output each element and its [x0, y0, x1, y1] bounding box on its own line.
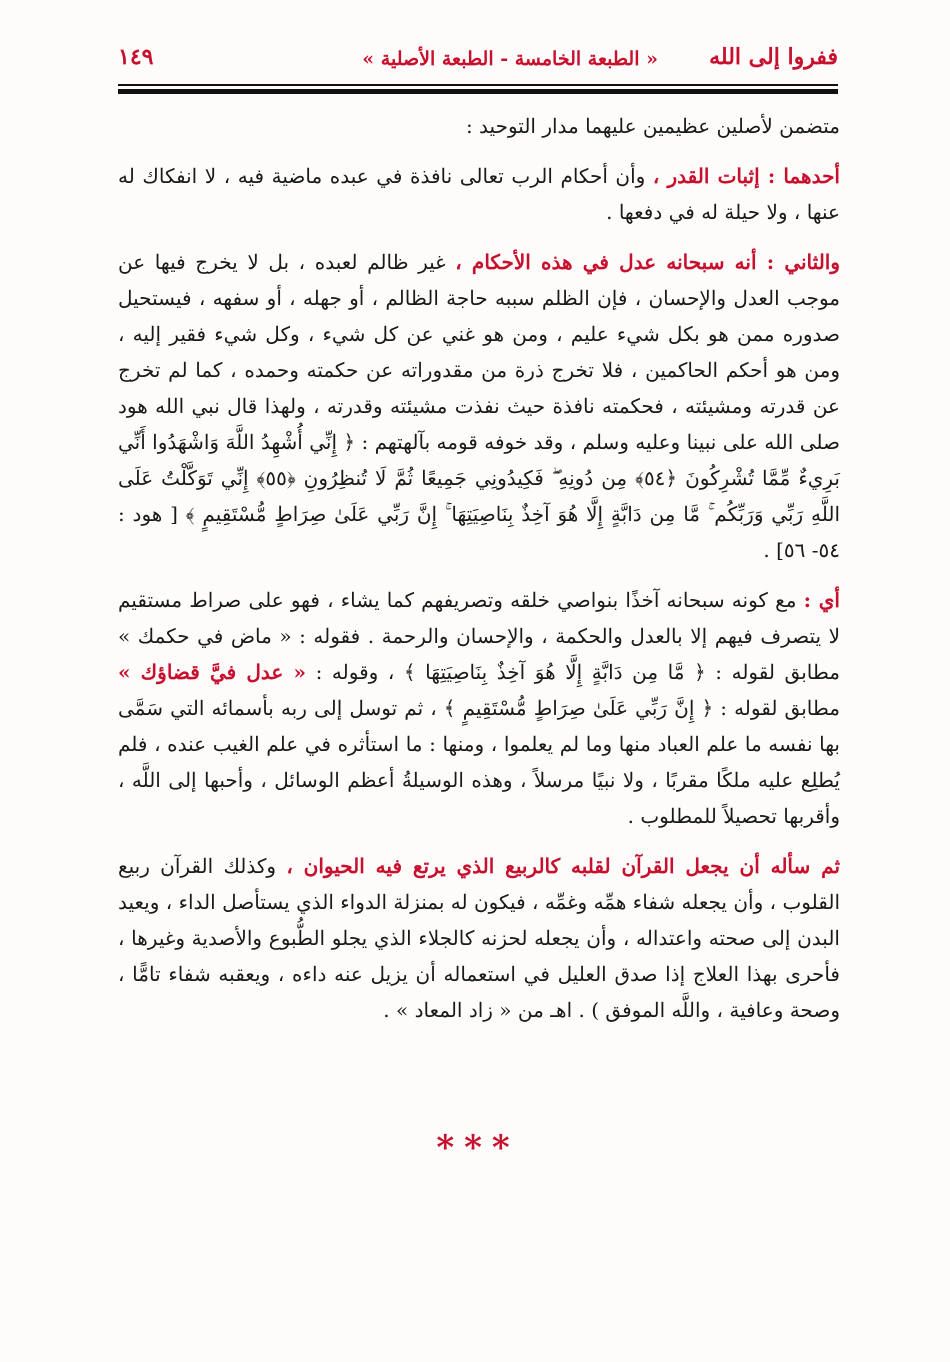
text-segment: وكذلك القرآن ربيع القلوب ، وأن يجعله شفاء همِّه وغمِّه ، فيكون له بمنزلة الدواء الذي يستأصل الداء ، ويعيد البدن إلى صحته واعتداله ، وأن يجعله لحزنه كالجلاء الذي يجلو الطُّبوع والأصدية وغيرها ، فأحرى بهذا العلاج إذا صدق العليل في استعماله أن يزيل عنه داءه ، ويعقبه شفاء تامًّا ، وصحة وعافية ، واللَّه الموفق ) . اهـ من « زاد المعاد » .: [118, 854, 840, 1022]
page-header: [118, 40, 838, 80]
highlighted-phrase: « عدل فيَّ قضاؤك »: [118, 660, 307, 684]
quran-verse: ﴿ إِنِّي أُشْهِدُ اللَّهَ وَاشْهَدُوا أَنِّي بَرِيءٌ مِّمَّا تُشْرِكُونَ ﴿٥٤﴾ مِن دُونِهِ ۖ فَكِيدُونِي جَمِيعًا ثُمَّ لَا تُنظِرُونِ ﴿٥٥﴾ إِنِّي تَوَكَّلْتُ عَلَى اللَّهِ رَبِّي وَرَبِّكُم ۚ مَّا مِن دَابَّةٍ إِلَّا هُوَ آخِذٌ بِنَاصِيَتِهَا ۚ إِنَّ رَبِّي عَلَىٰ صِرَاطٍ مُّسْتَقِيمٍ ﴾: [118, 430, 840, 526]
text-segment: ، ثم توسل إلى ربه بأسمائه التي سَمَّى بها نفسه ما علم العباد منها وما لم يعلموا ، ومنها : ما استأثره في علم الغيب عنده ، فلم يُطلِع عليه ملكًا مقربًا ، ولا نبيًا مرسلاً ، وهذه الوسيلةُ أعظم الوسائل ، وأحبها إلى اللَّه ، وأقربها تحصيلاً للمطلوب .: [118, 696, 840, 828]
page-body: [118, 108, 840, 1042]
text-segment: مطابق لقوله :: [713, 696, 840, 720]
header-rule-thin: [118, 84, 838, 86]
paragraph: [118, 244, 840, 568]
quran-verse: ﴿ إِنَّ رَبِّي عَلَىٰ صِرَاطٍ مُّسْتَقِيمٍ ﴾: [443, 696, 714, 720]
running-title: ففروا إلى الله: [709, 44, 838, 70]
edition-label: « الطبعة الخامسة - الطبعة الأصلية »: [362, 48, 658, 70]
highlighted-phrase: أي :: [803, 588, 840, 612]
paragraph: [118, 582, 840, 834]
highlighted-phrase: ثم سأله أن يجعل القرآن لقلبه كالربيع الذي يرتع فيه الحيوان ،: [286, 854, 841, 878]
text-segment: مع كونه سبحانه آخذًا بنواصي خلقه وتصريفهم كما يشاء ، فهو على صراط مستقيم لا يتصرف فيهم إلا بالعدل والحكمة ، والإحسان والرحمة . فقوله : « ماض في حكمك » مطابق لقوله :: [118, 588, 840, 684]
paragraph: [118, 108, 840, 144]
header-rule-thick: [118, 89, 838, 94]
quran-verse: ﴿ مَّا مِن دَابَّةٍ إِلَّا هُوَ آخِذٌ بِنَاصِيَتِهَا ﴾: [403, 660, 706, 684]
text-segment: [ هود : ٥٤- ٥٦] .: [118, 502, 840, 562]
text-segment: غير ظالم لعبده ، بل لا يخرج فيها عن موجب العدل والإحسان ، فإن الظلم سببه حاجة الظالم ، أو جهله ، أو سفهه ، فيستحيل صدوره ممن هو بكل شيء عليم ، ومن هو غني عن كل شيء ، وكل شيء فقير إليه ، ومن هو أحكم الحاكمين ، فلا تخرج ذرة من مقدوراته عن حكمته وحمده ، كما لم تخرج عن قدرته ومشيئته ، فحكمته نافذة حيث نفذت مشيئته وقدرته ، ولهذا قال نبي الله هود صلى الله على نبينا وعليه وسلم ، وقد خوفه قومه بآلهتهم :: [118, 250, 840, 454]
section-divider: ***: [436, 1128, 520, 1168]
text-segment: ، وقوله :: [306, 660, 404, 684]
text-segment: متضمن لأصلين عظيمين عليهما مدار التوحيد :: [465, 114, 840, 138]
highlighted-phrase: والثاني : أنه سبحانه عدل في هذه الأحكام ،: [455, 250, 840, 274]
paragraph: [118, 158, 840, 230]
highlighted-phrase: أحدهما : إثبات القدر ،: [652, 164, 840, 188]
page-number: ١٤٩: [118, 44, 154, 70]
paragraph: [118, 848, 840, 1028]
text-segment: وأن أحكام الرب تعالى نافذة في عبده ماضية فيه ، لا انفكاك له عنها ، ولا حيلة له في دفعها .: [118, 164, 840, 224]
